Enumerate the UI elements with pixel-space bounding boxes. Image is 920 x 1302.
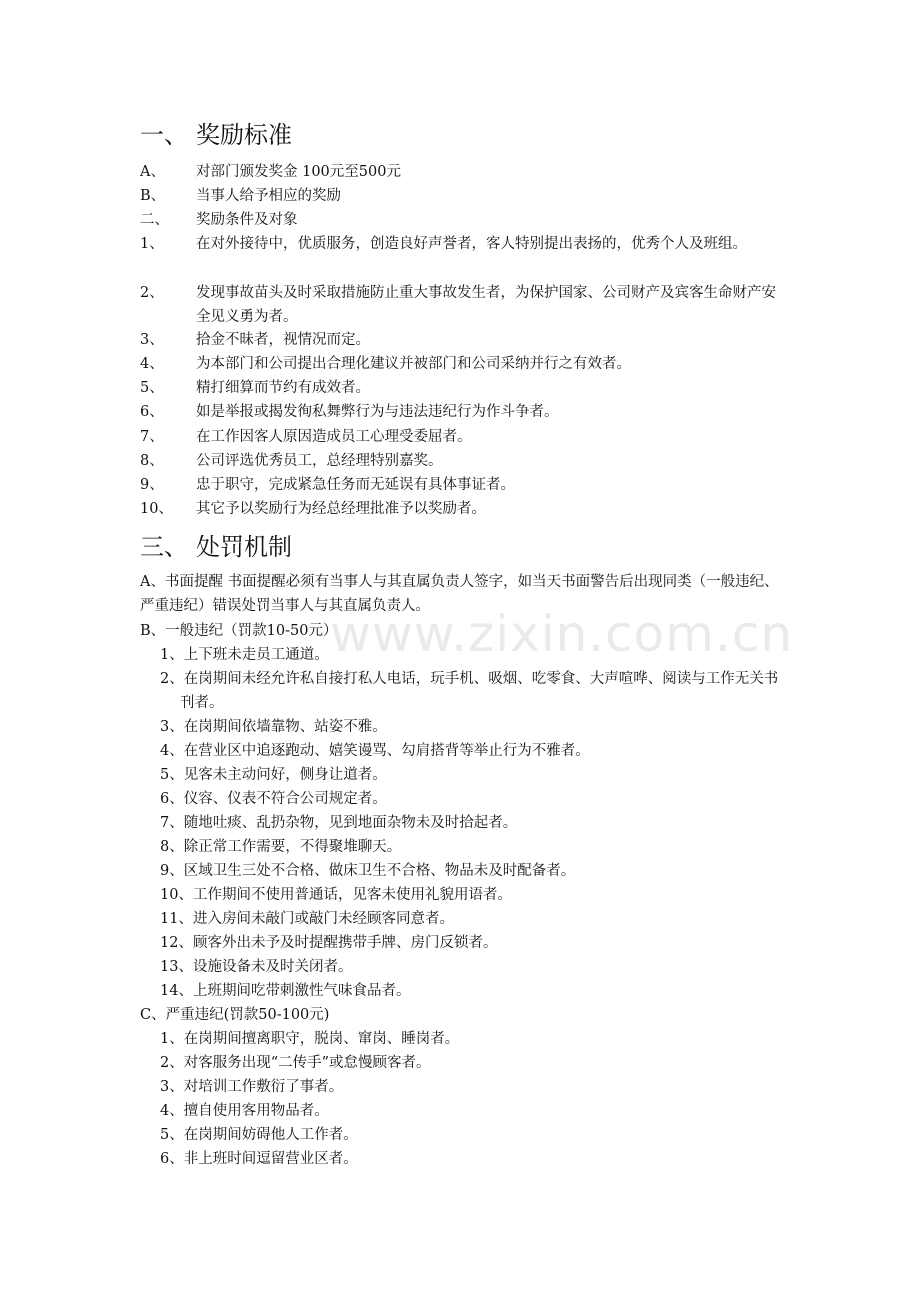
list-item: 14、上班期间吃带刺激性气味食品者。	[160, 983, 411, 999]
section-heading-reward-standard	[140, 120, 292, 150]
item-text: 当事人给予相应的奖励	[196, 188, 341, 204]
list-item	[140, 328, 790, 352]
list-item: 4、擅自使用客用物品者。	[160, 1103, 329, 1119]
item-number: 二、	[140, 212, 169, 228]
section-title: 处罚机制	[196, 533, 292, 561]
list-item	[140, 449, 790, 473]
item-number: B、	[140, 188, 166, 204]
item-text: 对部门颁发奖金 100元至500元	[196, 164, 401, 180]
list-item: 2、对客服务出现“二传手”或怠慢顾客者。	[160, 1055, 431, 1071]
list-item: 4、在营业区中追逐跑动、嬉笑谩骂、勾肩搭背等举止行为不雅者。	[160, 743, 590, 759]
section-heading-penalty	[140, 532, 292, 562]
item-text: 为本部门和公司提出合理化建议并被部门和公司采纳并行之有效者。	[196, 356, 631, 372]
list-item	[140, 208, 790, 232]
item-number: 10、	[140, 501, 173, 517]
list-item: 7、随地吐痰、乱扔杂物，见到地面杂物未及时拾起者。	[160, 815, 518, 831]
item-number: 4、	[140, 356, 164, 372]
item-text: 在对外接待中，优质服务，创造良好声誉者，客人特别提出表扬的，优秀个人及班组。	[196, 236, 747, 252]
paragraph-written-reminder: A、书面提醒 书面提醒必须有当事人与其直属负责人签字，如当天书面警告后出现同类（一般违纪、严重违纪）错误处罚当事人与其直属负责人。	[140, 574, 779, 614]
list-item: 12、顾客外出未予及时提醒携带手牌、房门反锁者。	[160, 935, 498, 951]
list-item: 13、设施设备未及时关闭者。	[160, 959, 353, 975]
list-item	[140, 425, 790, 449]
list-item	[140, 400, 790, 424]
list-item	[140, 160, 790, 184]
item-text: 奖励条件及对象	[196, 212, 298, 228]
list-item: 2、在岗期间未经允许私自接打私人电话，玩手机、吸烟、吃零食、大声喧哗、阅读与工作无关书刊者。	[160, 671, 779, 711]
section-title: 奖励标准	[196, 121, 292, 149]
list-item	[140, 497, 790, 521]
item-number: 1、	[140, 236, 164, 252]
list-item	[140, 281, 790, 329]
list-item	[140, 376, 790, 400]
list-item: 10、工作期间不使用普通话，见客未使用礼貌用语者。	[160, 887, 512, 903]
list-item: 6、仪容、仪表不符合公司规定者。	[160, 791, 387, 807]
item-text: 忠于职守，完成紧急任务而无延误有具体事证者。	[196, 477, 515, 493]
list-item	[140, 184, 790, 208]
section-number: 三、	[140, 533, 188, 561]
item-number: 9、	[140, 477, 164, 493]
list-item: 5、见客未主动问好，侧身让道者。	[160, 767, 387, 783]
item-text: 公司评选优秀员工，总经理特别嘉奖。	[196, 453, 443, 469]
item-number: A、	[140, 164, 165, 180]
item-text: 其它予以奖励行为经总经理批准予以奖励者。	[196, 501, 486, 517]
list-item: 1、在岗期间擅离职守，脱岗、窜岗、睡岗者。	[160, 1031, 460, 1047]
item-number: 6、	[140, 404, 164, 420]
subsection-title-serious: C、严重违纪(罚款50-100元)	[140, 1007, 330, 1023]
list-item: 5、在岗期间妨碍他人工作者。	[160, 1127, 358, 1143]
item-text: 拾金不昧者，视情况而定。	[196, 332, 370, 348]
item-number: 5、	[140, 380, 164, 396]
item-text: 精打细算而节约有成效者。	[196, 380, 370, 396]
section-number: 一、	[140, 121, 188, 149]
list-item: 11、进入房间未敲门或敲门未经顾客同意者。	[160, 911, 454, 927]
list-item: 3、对培训工作敷衍了事者。	[160, 1079, 344, 1095]
item-text: 发现事故苗头及时采取措施防止重大事故发生者，为保护国家、公司财产及宾客生命财产安全见义勇为者。	[196, 285, 776, 325]
item-number: 8、	[140, 453, 164, 469]
list-item: 8、除正常工作需要，不得聚堆聊天。	[160, 839, 402, 855]
list-item: 9、区域卫生三处不合格、做床卫生不合格、物品未及时配备者。	[160, 863, 576, 879]
list-item	[140, 352, 790, 376]
list-item	[140, 473, 790, 497]
item-number: 2、	[140, 285, 164, 301]
item-text: 如是举报或揭发徇私舞弊行为与违法违纪行为作斗争者。	[196, 404, 559, 420]
subsection-title-general: B、一般违纪（罚款10-50元）	[140, 623, 338, 639]
list-item: 3、在岗期间依墙靠物、站姿不雅。	[160, 719, 387, 735]
item-text: 在工作因客人原因造成员工心理受委屈者。	[196, 429, 472, 445]
watermark: www.zixin.com.cn	[330, 605, 794, 663]
list-item	[140, 232, 790, 256]
item-number: 7、	[140, 429, 164, 445]
list-item: 6、非上班时间逗留营业区者。	[160, 1151, 358, 1167]
item-number: 3、	[140, 332, 164, 348]
list-item: 1、上下班未走员工通道。	[160, 647, 329, 663]
